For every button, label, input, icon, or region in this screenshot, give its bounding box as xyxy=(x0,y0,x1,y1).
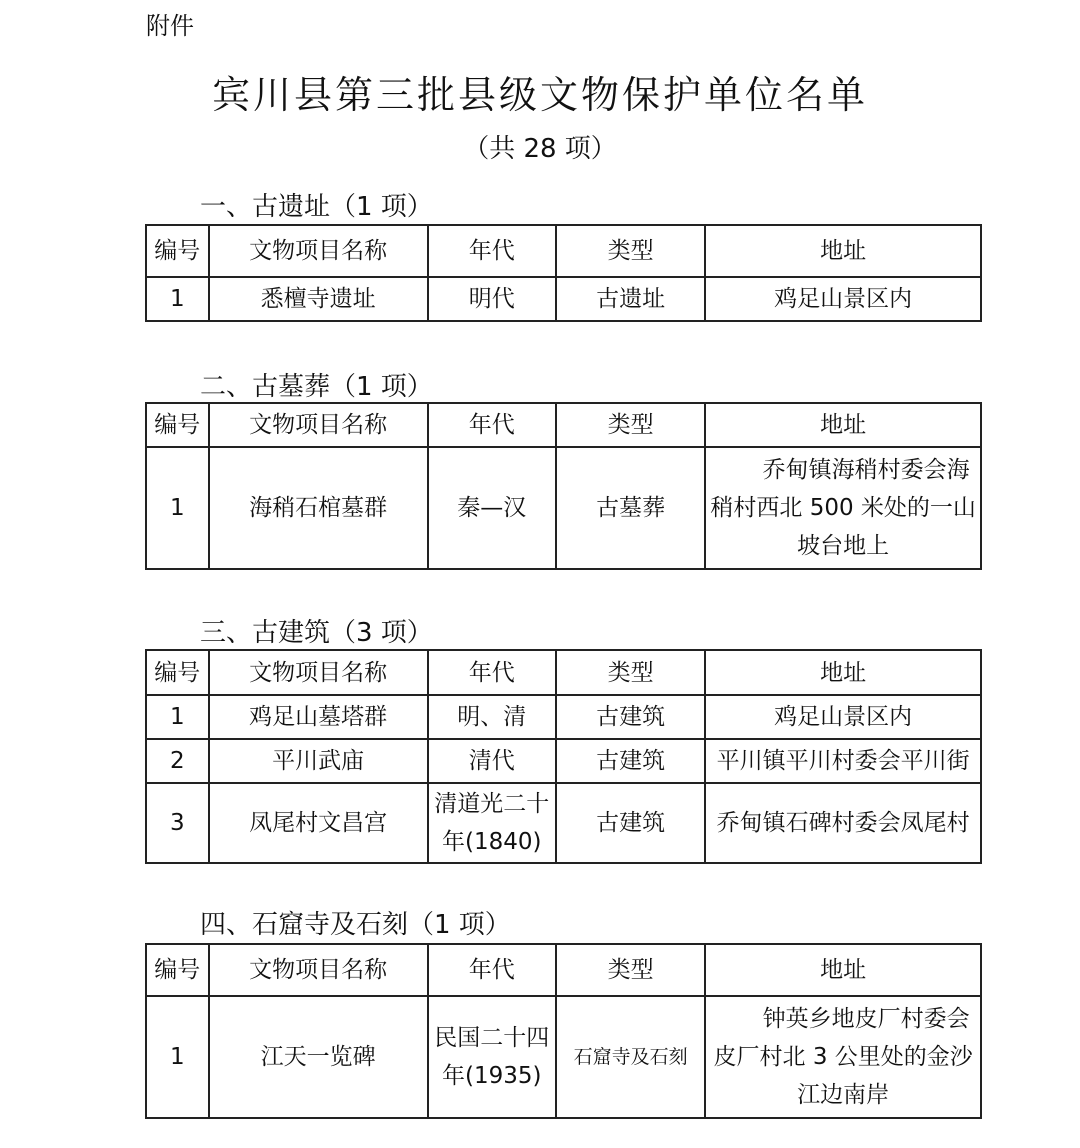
table-header-row xyxy=(146,403,981,447)
cell-no: 1 xyxy=(146,695,209,739)
header-address: 地址 xyxy=(705,403,981,447)
cell-era: 清道光二十年(1840) xyxy=(428,783,556,863)
header-era: 年代 xyxy=(428,944,556,996)
cell-era: 清代 xyxy=(428,739,556,783)
table-ancient-tombs xyxy=(145,402,982,570)
cell-address: 鸡足山景区内 xyxy=(705,695,981,739)
cell-name: 悉檀寺遗址 xyxy=(209,277,428,321)
header-name: 文物项目名称 xyxy=(209,225,428,277)
header-type: 类型 xyxy=(556,944,705,996)
document-title: 宾川县第三批县级文物保护单位名单 xyxy=(211,73,868,117)
cell-name: 海稍石棺墓群 xyxy=(209,447,428,569)
section-heading-grottoes-stone-carvings: 四、石窟寺及石刻（1 项） xyxy=(200,910,511,940)
cell-no: 3 xyxy=(146,783,209,863)
header-era: 年代 xyxy=(428,650,556,695)
header-no: 编号 xyxy=(146,650,209,695)
cell-type: 古建筑 xyxy=(556,739,705,783)
cell-era: 民国二十四年(1935) xyxy=(428,996,556,1118)
cell-type: 古墓葬 xyxy=(556,447,705,569)
cell-type: 古建筑 xyxy=(556,695,705,739)
cell-type: 古建筑 xyxy=(556,783,705,863)
table-row xyxy=(146,996,981,1118)
header-no: 编号 xyxy=(146,403,209,447)
cell-no: 1 xyxy=(146,447,209,569)
cell-address: 平川镇平川村委会平川街 xyxy=(705,739,981,783)
cell-era: 秦—汉 xyxy=(428,447,556,569)
cell-type: 古遗址 xyxy=(556,277,705,321)
header-no: 编号 xyxy=(146,225,209,277)
table-header-row xyxy=(146,650,981,695)
header-type: 类型 xyxy=(556,225,705,277)
header-name: 文物项目名称 xyxy=(209,403,428,447)
header-name: 文物项目名称 xyxy=(209,944,428,996)
section-heading-ancient-sites: 一、古遗址（1 项） xyxy=(200,192,433,222)
cell-name: 鸡足山墓塔群 xyxy=(209,695,428,739)
cell-address: 乔甸镇石碑村委会凤尾村 xyxy=(705,783,981,863)
document-subtitle: （共 28 项） xyxy=(463,134,617,164)
table-header-row xyxy=(146,944,981,996)
table-ancient-buildings xyxy=(145,649,982,864)
header-address: 地址 xyxy=(705,944,981,996)
cell-era: 明代 xyxy=(428,277,556,321)
header-era: 年代 xyxy=(428,403,556,447)
header-address: 地址 xyxy=(705,650,981,695)
section-heading-ancient-tombs: 二、古墓葬（1 项） xyxy=(200,372,433,402)
table-ancient-sites xyxy=(145,224,982,322)
header-era: 年代 xyxy=(428,225,556,277)
header-type: 类型 xyxy=(556,650,705,695)
table-header-row xyxy=(146,225,981,277)
section-heading-ancient-buildings: 三、古建筑（3 项） xyxy=(200,618,433,648)
cell-no: 1 xyxy=(146,996,209,1118)
cell-address: 乔甸镇海稍村委会海稍村西北 500 米处的一山坡台地上 xyxy=(705,447,981,569)
header-address: 地址 xyxy=(705,225,981,277)
cell-no: 2 xyxy=(146,739,209,783)
table-row xyxy=(146,277,981,321)
table-row xyxy=(146,447,981,569)
table-row xyxy=(146,739,981,783)
cell-name: 平川武庙 xyxy=(209,739,428,783)
attachment-label: 附件 xyxy=(146,12,194,40)
header-name: 文物项目名称 xyxy=(209,650,428,695)
cell-address: 钟英乡地皮厂村委会皮厂村北 3 公里处的金沙江边南岸 xyxy=(705,996,981,1118)
cell-name: 江天一览碑 xyxy=(209,996,428,1118)
header-no: 编号 xyxy=(146,944,209,996)
table-grottoes-stone-carvings xyxy=(145,943,982,1119)
cell-name: 凤尾村文昌宫 xyxy=(209,783,428,863)
header-type: 类型 xyxy=(556,403,705,447)
cell-no: 1 xyxy=(146,277,209,321)
table-row xyxy=(146,695,981,739)
cell-address: 鸡足山景区内 xyxy=(705,277,981,321)
cell-era: 明、清 xyxy=(428,695,556,739)
cell-type: 石窟寺及石刻 xyxy=(556,996,705,1118)
table-row xyxy=(146,783,981,863)
